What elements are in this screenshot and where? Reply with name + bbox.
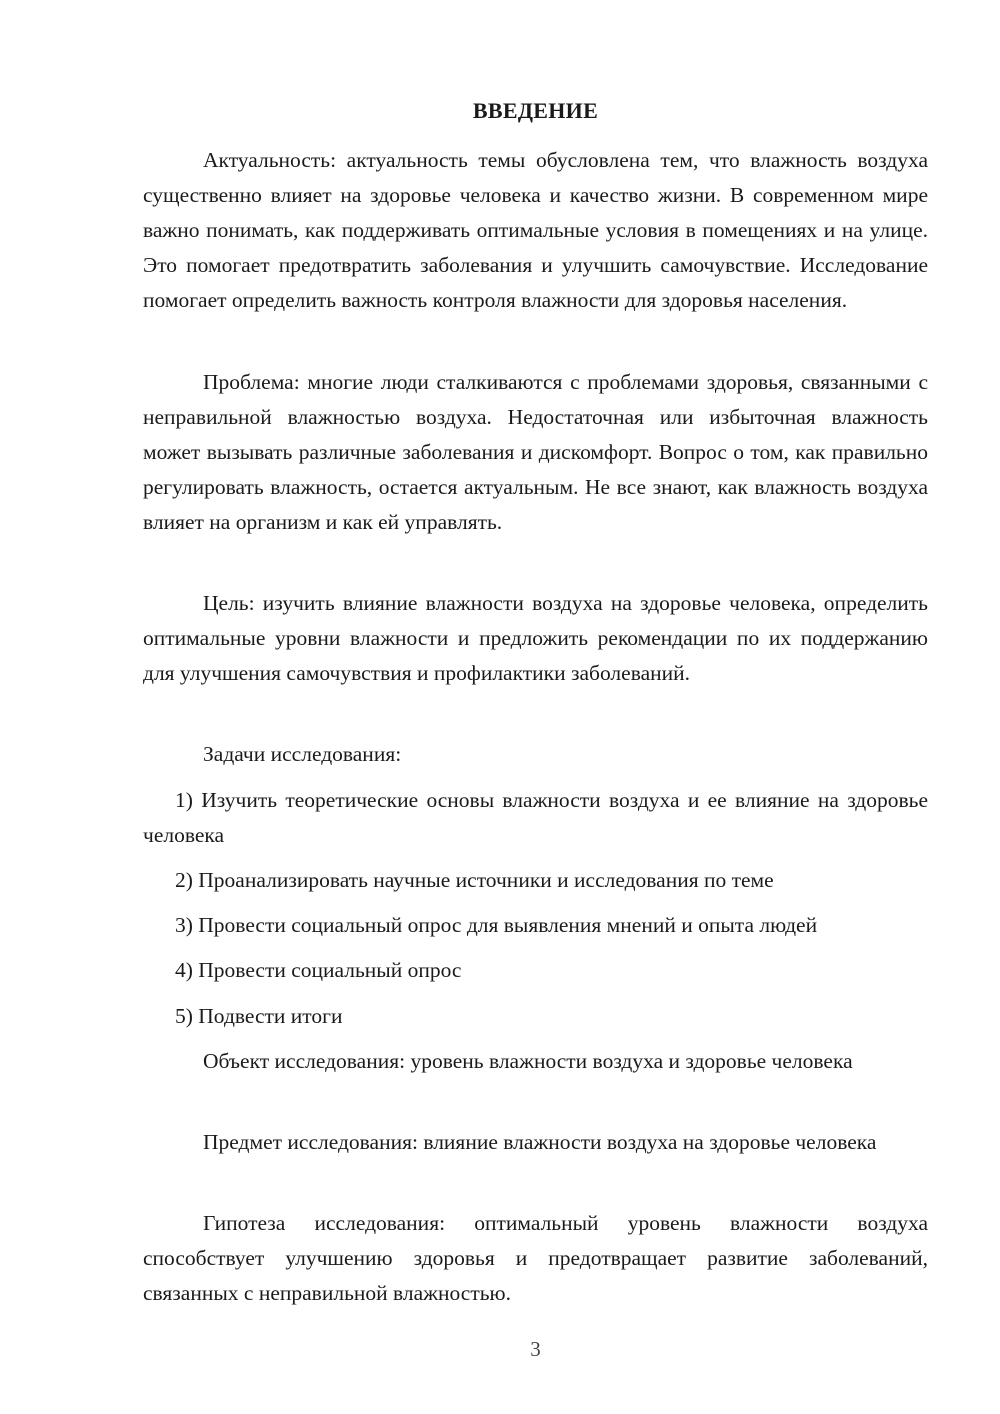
section-title: ВВЕДЕНИЕ: [472, 98, 599, 123]
paragraph-object: Объект исследования: уровень влажности воздуха и здоровье человека: [203, 1049, 853, 1073]
paragraph-hypothesis: Гипотеза исследования: оптимальный уровень влажности воздуха способствует улучшению здоровья и предотвращает развитие заболеваний, связанных с неправильной влажностью.: [143, 1211, 928, 1305]
task-item-5: 5) Подвести итоги: [175, 1004, 343, 1028]
paragraph-goal: Цель: изучить влияние влажности воздуха на здоровье человека, определить оптимальные уровни влажности и предложить рекомендации по их поддержанию для улучшения самочувствия и профилактики заболеваний.: [143, 591, 928, 685]
page-number: 3: [530, 1337, 541, 1361]
task-item-3: 3) Провести социальный опрос для выявления мнений и опыта людей: [175, 913, 818, 937]
paragraph-subject: Предмет исследования: влияние влажности воздуха на здоровье человека: [203, 1130, 877, 1154]
paragraph-relevance: Актуальность: актуальность темы обусловлена тем, что влажность воздуха существенно влияет на здоровье человека и качество жизни. В современном мире важно понимать, как поддерживать оптимальные условия в помещениях и на улице. Это помогает предотвратить заболевания и улучшить самочувствие. Исследование помогает определить важность контроля влажности для здоровья населения.: [143, 148, 928, 312]
tasks-heading: Задачи исследования:: [203, 742, 402, 766]
paragraph-problem: Проблема: многие люди сталкиваются с проблемами здоровья, связанными с неправильной влажностью воздуха. Недостаточная или избыточная влажность может вызывать различные заболевания и дискомфорт. Вопрос о том, как правильно регулировать влажность, остается актуальным. Не все знают, как влажность воздуха влияет на организм и как ей управлять.: [143, 370, 928, 534]
document-page: [143, 0, 928, 1414]
task-item-1: 1) Изучить теоретические основы влажности воздуха и ее влияние на здоровье человека: [143, 788, 928, 847]
task-item-4: 4) Провести социальный опрос: [175, 958, 462, 982]
task-item-2: 2) Проанализировать научные источники и исследования по теме: [175, 868, 774, 892]
